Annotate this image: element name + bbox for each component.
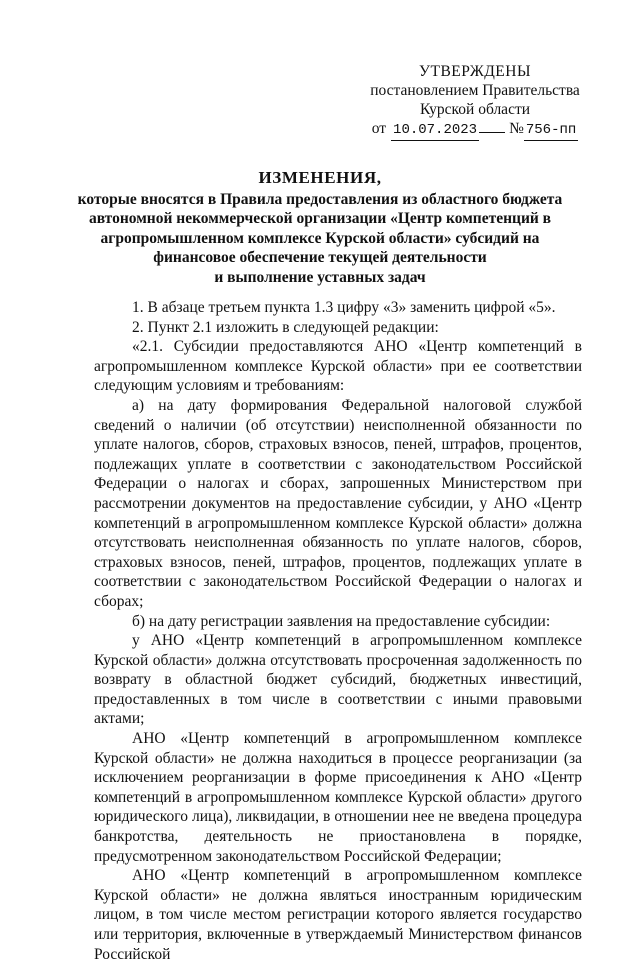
approval-date-row (355, 119, 595, 141)
title-line: агропромышленном комплексе Курской области» субсидий на (100, 229, 540, 247)
approval-line-1: постановлением Правительства (370, 82, 580, 99)
approval-date: 10.07.2023 (391, 121, 479, 141)
date-underline (479, 132, 505, 133)
paragraph-3: «2.1. Субсидии предоставляются АНО «Центр компетенций в агропромышленном комплексе Курской области» при ее соответствии следующим условиям и требованиям: (94, 338, 582, 395)
approval-stamp (355, 62, 595, 141)
paragraph-7: АНО «Центр компетенций в агропромышленном комплексе Курской области» не должна находиться в процессе реорганизации (за исключением реорганизации в форме присоединения к АНО «Центр компетенций в агропромышленном комплексе Курской области» другого юридического лица), ликвидации, в отношении нее не введена процедура банкротства, деятельность не приостановлена в порядке, предусмотренном законодательством Российской Федерации; (94, 730, 582, 865)
paragraph-1: 1. В абзаце третьем пункта 1.3 цифру «3» заменить цифрой «5». (132, 299, 556, 316)
title-line: которые вносятся в Правила предоставления из областного бюджета (77, 190, 563, 208)
title-line: автономной некоммерческой организации «Центр компетенций в (88, 210, 552, 227)
title-line: и выполнение уставных задач (214, 268, 426, 286)
title-line: финансовое обеспечение текущей деятельности (153, 249, 487, 266)
paragraph-6: у АНО «Центр компетенций в агропромышленном комплексе Курской области» должна отсутствовать просроченная задолженность по возврату в областной бюджет субсидий, бюджетных инвестиций, предоставленных в том числе в соответствии с иными правовыми актами; (94, 632, 582, 728)
paragraph-8: АНО «Центр компетенций в агропромышленном комплексе Курской области» не должна являться иностранным юридическим лицом, в том числе местом регистрации которого является государство или территория, включенные в утверждаемый Министерством финансов Российской (94, 867, 582, 963)
approval-line-2: Курской области (419, 101, 531, 118)
paragraph-5: б) на дату регистрации заявления на предоставление субсидии: (132, 612, 551, 630)
title-main: ИЗМЕНЕНИЯ, (258, 168, 382, 187)
date-prefix: от (371, 120, 387, 137)
document-title (60, 168, 580, 287)
paragraph-4: а) на дату формирования Федеральной налоговой службой сведений о наличии (об отсутствии) неисполненной обязанности по уплате налогов, сборов, страховых взносов, пеней, штрафов, процентов, подлежащих уплате в соответствии с законодательством Российской Федерации о налогах и сборах, запрошенных Министерством при рассмотрении документов на предоставление субсидии, у АНО «Центр компетенций в агропромышленном комплексе Курской области» должна отсутствовать неисполненная обязанность по уплате налогов, сборов, страховых взносов, пеней, штрафов, процентов, подлежащих уплате в соответствии с законодательством Российской Федерации о налогах и сборах; (94, 396, 582, 610)
number-prefix: № (509, 120, 524, 137)
document-body (94, 298, 582, 964)
paragraph-2: 2. Пункт 2.1 изложить в следующей редакции: (132, 318, 439, 336)
approval-number: 756-пп (524, 121, 578, 141)
approval-heading: УТВЕРЖДЕНЫ (419, 63, 531, 80)
